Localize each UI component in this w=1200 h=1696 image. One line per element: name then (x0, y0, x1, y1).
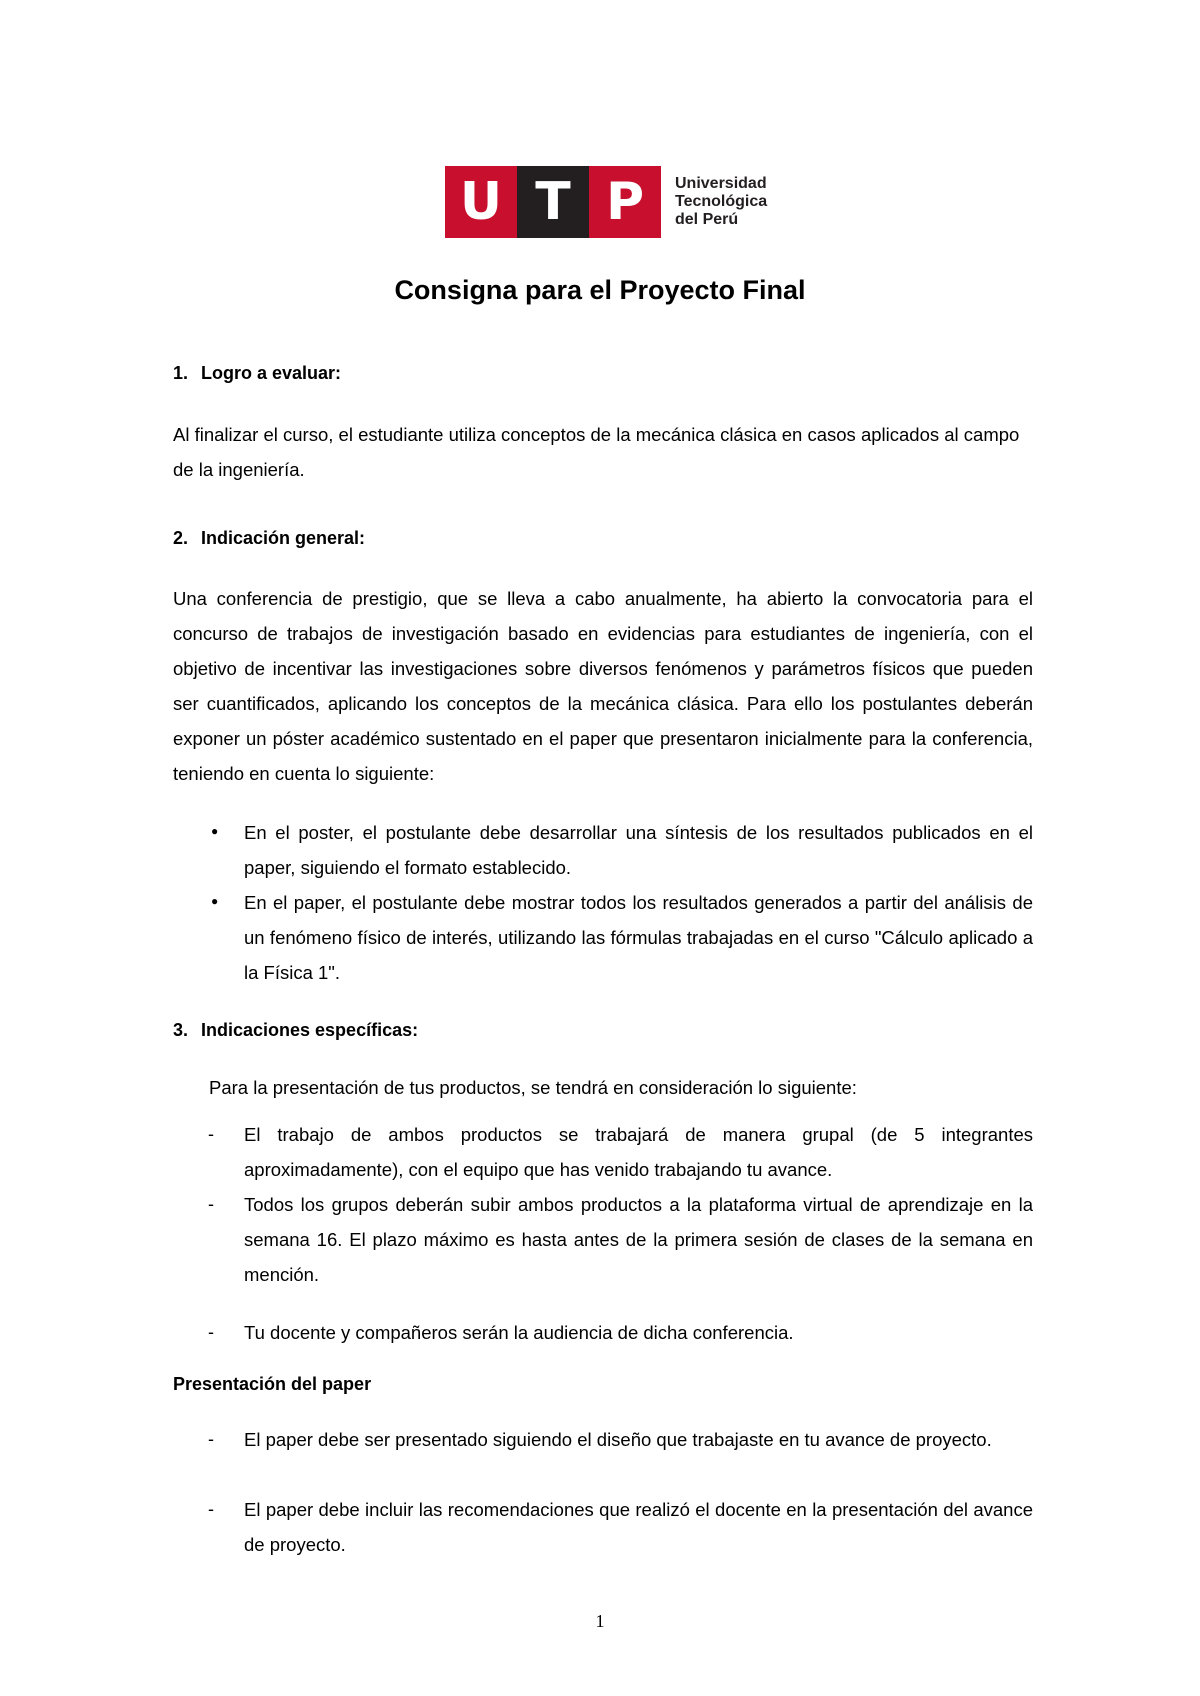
dash-marker: - (208, 1499, 214, 1519)
logo-line-1: Universidad (675, 175, 767, 192)
section-1-number: 1. (173, 363, 189, 383)
logo-box-p (589, 166, 661, 238)
bullet-marker: ● (211, 824, 219, 838)
section-3-number: 3. (173, 1020, 189, 1040)
section-3-intro: Para la presentación de tus productos, se tendrá en consideración lo siguiente: (209, 1077, 857, 1098)
section-2-bullet-1: En el poster, el postulante debe desarrollar una síntesis de los resultados publicados en el paper, siguiendo el formato establecido. (244, 822, 1033, 878)
logo-box-t (517, 166, 589, 238)
logo-line-3: del Perú (675, 211, 739, 228)
paper-item-1: El paper debe ser presentado siguiendo el diseño que trabajaste en tu avance de proyecto. (244, 1429, 992, 1450)
page-number: 1 (595, 1611, 605, 1631)
paper-heading: Presentación del paper (173, 1374, 372, 1394)
logo-line-2: Tecnológica (675, 193, 768, 210)
dash-marker: - (208, 1124, 214, 1144)
section-3-item-1: El trabajo de ambos productos se trabajará de manera grupal (de 5 integrantes aproximadamente), con el equipo que has venido trabajando tu avance. (244, 1124, 1033, 1180)
section-2-title: Indicación general: (201, 528, 366, 548)
dash-marker: - (208, 1322, 214, 1342)
section-3-heading (173, 1020, 418, 1041)
dash-marker: - (208, 1429, 214, 1449)
logo-letter-u: U (459, 172, 503, 232)
section-2-bullet-2: En el paper, el postulante debe mostrar todos los resultados generados a partir del análisis de un fenómeno físico de interés, utilizando las fórmulas trabajadas en el curso "Cálculo aplicado a la Física 1". (244, 892, 1033, 983)
section-2-heading (173, 528, 365, 549)
document-title: Consigna para el Proyecto Final (394, 275, 806, 305)
utp-logo (445, 166, 767, 238)
logo-wordmark (675, 175, 767, 229)
paper-item-2: El paper debe incluir las recomendaciones que realizó el docente en la presentación del avance de proyecto. (244, 1499, 1033, 1555)
logo-letter-t: T (535, 172, 571, 232)
logo-letter-p: P (605, 172, 645, 232)
bullet-marker: ● (211, 894, 219, 908)
section-3-title: Indicaciones específicas: (201, 1020, 419, 1040)
dash-marker: - (208, 1194, 214, 1214)
logo-box-u (445, 166, 517, 238)
section-3-item-2: Todos los grupos deberán subir ambos productos a la plataforma virtual de aprendizaje en la semana 16. El plazo máximo es hasta antes de la primera sesión de clases de la semana en mención. (244, 1194, 1033, 1285)
section-3-item-3: Tu docente y compañeros serán la audiencia de dicha conferencia. (244, 1322, 794, 1343)
section-2-text: Una conferencia de prestigio, que se lleva a cabo anualmente, ha abierto la convocatoria para el concurso de trabajos de investigación basado en evidencias para estudiantes de ingeniería, con el objetivo de incentivar las investigaciones sobre diversos fenómenos y parámetros físicos que pueden ser cuantificados, aplicando los conceptos de la mecánica clásica. Para ello los postulantes deberán exponer un póster académico sustentado en el paper que presentaron inicialmente para la conferencia, teniendo en cuenta lo siguiente: (173, 588, 1033, 784)
section-2-number: 2. (173, 528, 189, 548)
section-1-heading (173, 363, 341, 384)
section-1-title: Logro a evaluar: (201, 363, 342, 383)
section-1-text: Al finalizar el curso, el estudiante utiliza conceptos de la mecánica clásica en casos aplicados al campo de la ingeniería. (173, 424, 1020, 480)
